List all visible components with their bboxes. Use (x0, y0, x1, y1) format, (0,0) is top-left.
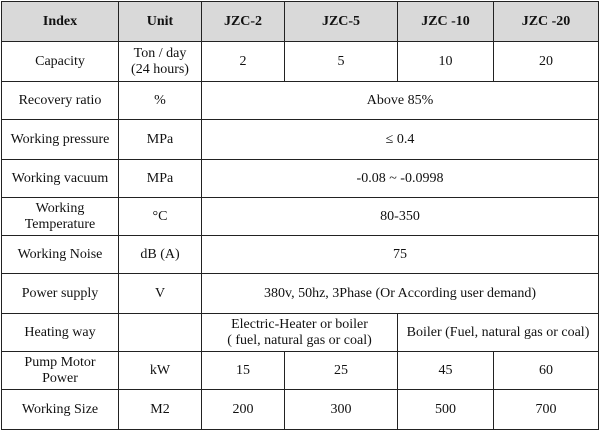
row-unit: M2 (119, 390, 202, 430)
row-label: Power supply (2, 274, 119, 314)
cell-jzc-10: 500 (398, 390, 494, 430)
cell-heating-large-models: Boiler (Fuel, natural gas or coal) (398, 314, 599, 352)
header-unit: Unit (119, 2, 202, 42)
cell-merged-value: 75 (202, 236, 599, 274)
label-line-2: Temperature (24, 216, 96, 232)
row-label: Working Size (2, 390, 119, 430)
table-row-pressure (2, 120, 599, 160)
row-unit (119, 42, 202, 82)
cell-merged-value: 80-350 (202, 198, 599, 236)
cell-jzc-5: 5 (285, 42, 398, 82)
unit-line-1: Ton / day (133, 45, 187, 61)
cell-jzc-2: 15 (202, 352, 285, 390)
cell-heating-small-models (202, 314, 398, 352)
cell-jzc-20: 60 (494, 352, 599, 390)
label-line-1: Working (35, 200, 85, 216)
row-label: Recovery ratio (2, 82, 119, 120)
row-label: Working pressure (2, 120, 119, 160)
cell-merged-value: -0.08 ~ -0.0998 (202, 160, 599, 198)
label-line-1: Pump Motor (24, 354, 96, 370)
row-label: Working Noise (2, 236, 119, 274)
row-unit: % (119, 82, 202, 120)
header-jzc-20: JZC -20 (494, 2, 599, 42)
row-unit: MPa (119, 120, 202, 160)
table-row-size (2, 390, 599, 430)
table-row-vacuum (2, 160, 599, 198)
row-unit: °C (119, 198, 202, 236)
cell-jzc-10: 45 (398, 352, 494, 390)
header-row (2, 2, 599, 42)
cell-merged-value: 380v, 50hz, 3Phase (Or According user demand) (202, 274, 599, 314)
cell-merged-value: Above 85% (202, 82, 599, 120)
header-jzc-5: JZC-5 (285, 2, 398, 42)
table-row-recovery (2, 82, 599, 120)
heating-line-2: ( fuel, natural gas or coal) (227, 332, 372, 348)
header-jzc-2: JZC-2 (202, 2, 285, 42)
row-label (2, 352, 119, 390)
cell-merged-value: ≤ 0.4 (202, 120, 599, 160)
row-unit: V (119, 274, 202, 314)
cell-jzc-10: 10 (398, 42, 494, 82)
cell-jzc-5: 25 (285, 352, 398, 390)
heating-line-1: Electric-Heater or boiler (231, 316, 368, 332)
cell-jzc-2: 200 (202, 390, 285, 430)
cell-jzc-5: 300 (285, 390, 398, 430)
row-unit: kW (119, 352, 202, 390)
cell-jzc-2: 2 (202, 42, 285, 82)
table-row-heating (2, 314, 599, 352)
table-row-temperature (2, 198, 599, 236)
header-index: Index (2, 2, 119, 42)
cell-jzc-20: 700 (494, 390, 599, 430)
header-jzc-10: JZC -10 (398, 2, 494, 42)
cell-jzc-20: 20 (494, 42, 599, 82)
table-row-power (2, 274, 599, 314)
row-unit (119, 314, 202, 352)
label-line-2: Power (42, 370, 78, 386)
row-unit: dB (A) (119, 236, 202, 274)
row-label: Heating way (2, 314, 119, 352)
table-row-pump (2, 352, 599, 390)
row-label (2, 198, 119, 236)
table-row-capacity (2, 42, 599, 82)
unit-line-2: (24 hours) (131, 61, 189, 77)
row-label: Working vacuum (2, 160, 119, 198)
row-label: Capacity (2, 42, 119, 82)
specification-table (1, 1, 599, 430)
row-unit: MPa (119, 160, 202, 198)
table-row-noise (2, 236, 599, 274)
